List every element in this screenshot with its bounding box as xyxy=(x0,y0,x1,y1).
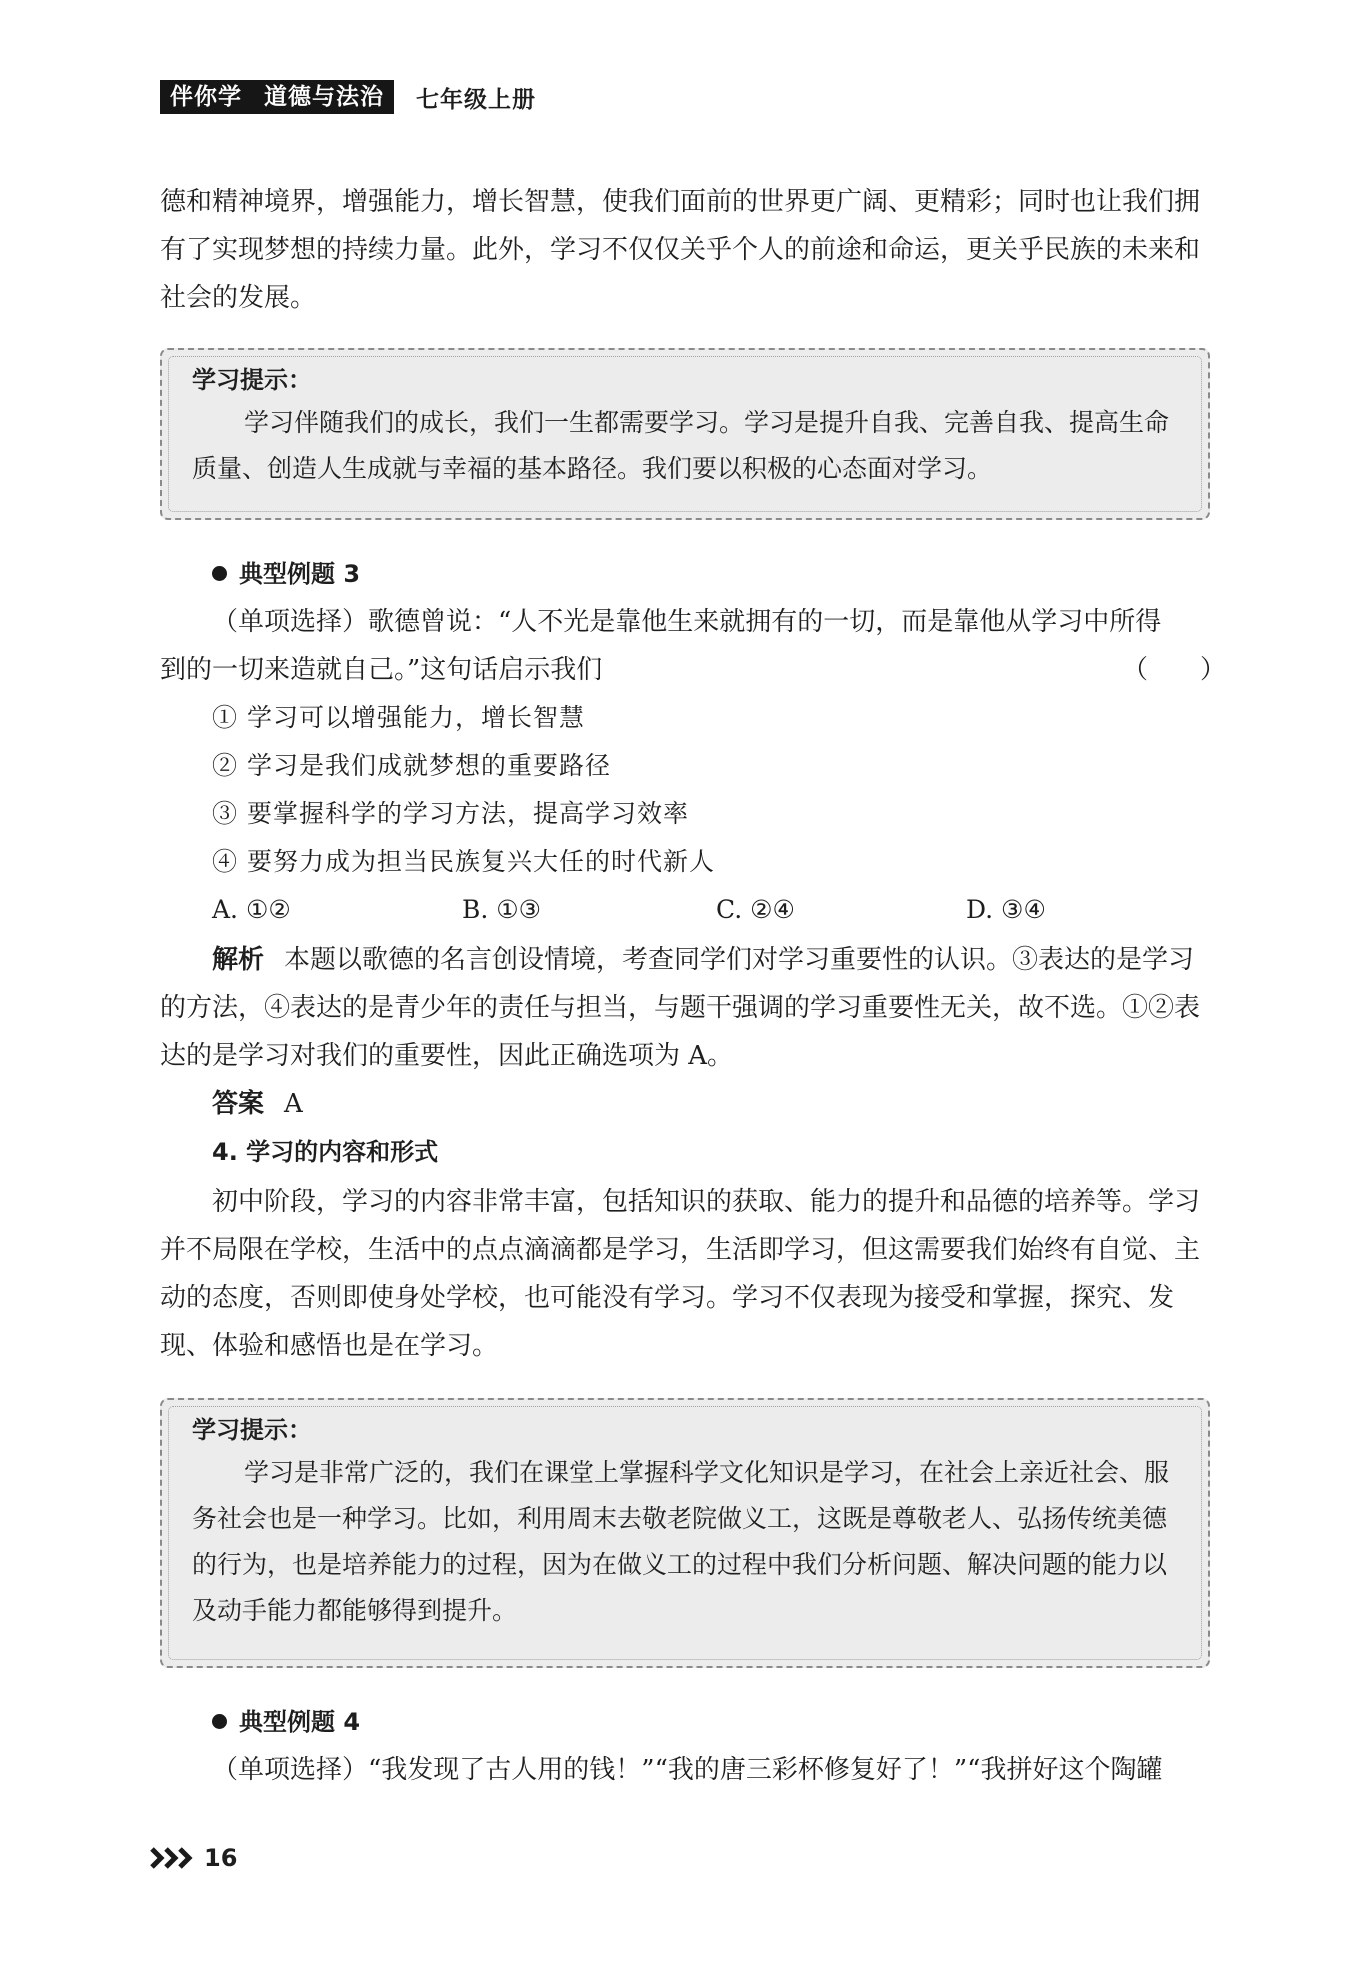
series-name: 伴你学 xyxy=(170,84,242,110)
option-item: ③ 要掌握科学的学习方法，提高学习效率 xyxy=(212,799,689,828)
tip-title: 学习提示： xyxy=(192,366,312,394)
choice-c: C. ②④ xyxy=(716,895,795,924)
intro-paragraph: 德和精神境界，增强能力，增长智慧，使我们面前的世界更广阔、更精彩；同时也让我们拥有了实现梦想的持续力量。此外，学习不仅仅关乎个人的前途和命运，更关乎民族的未来和社会的发展。 xyxy=(160,187,1201,313)
answer-value: A xyxy=(284,1089,303,1119)
study-tip-box xyxy=(160,1398,1210,1668)
question-line: 到的一切来造就自己。”这句话启示我们 xyxy=(160,655,603,685)
choice-d: D. ③④ xyxy=(966,895,1046,924)
bullet-dot-icon xyxy=(212,566,227,581)
bullet-dot-icon xyxy=(212,1714,227,1729)
tip-text: 学习是非常广泛的，我们在课堂上掌握科学文化知识是学习，在社会上亲近社会、服务社会也是一种学习。比如，利用周末去敬老院做义工，这既是尊敬老人、弘扬传统美德的行为，也是培养能力的过程，因为在做义工的过程中我们分析问题、解决问题的能力以及动手能力都能够得到提升。 xyxy=(192,1458,1170,1625)
option-item: ① 学习可以增强能力，增长智慧 xyxy=(212,703,585,732)
page-number: 16 xyxy=(204,1844,238,1872)
question-line: （单项选择）“我发现了古人用的钱！”“我的唐三彩杯修复好了！”“我拼好这个陶罐 xyxy=(212,1755,1163,1785)
analysis-text: 本题以歌德的名言创设情境，考查同学们对学习重要性的认识。③表达的是学习的方法，④表达的是青少年的责任与担当，与题干强调的学习重要性无关，故不选。①②表达的是学习对我们的重要性，因此正确选项为 A。 xyxy=(160,945,1201,1071)
question-line: （单项选择）歌德曾说：“人不光是靠他生来就拥有的一切，而是靠他从学习中所得 xyxy=(212,607,1162,637)
option-item: ④ 要努力成为担当民族复兴大任的时代新人 xyxy=(212,847,715,876)
chevron-right-icon xyxy=(150,1846,194,1870)
tip-title: 学习提示： xyxy=(192,1416,312,1444)
answer-line xyxy=(212,1086,303,1122)
example-heading: 典型例题 3 xyxy=(212,556,360,592)
running-header xyxy=(160,80,536,114)
tip-text: 学习伴随我们的成长，我们一生都需要学习。学习是提升自我、完善自我、提高生命质量、创造人生成就与幸福的基本路径。我们要以积极的心态面对学习。 xyxy=(192,408,1170,483)
study-tip-box xyxy=(160,348,1210,520)
answer-blank: （ ） xyxy=(1122,655,1227,685)
section-heading: 4. 学习的内容和形式 xyxy=(212,1138,439,1166)
subject-name: 道德与法治 xyxy=(264,84,384,110)
choice-b: B. ①③ xyxy=(462,895,542,924)
analysis-paragraph xyxy=(160,936,1210,1080)
choice-a: A. ①② xyxy=(212,895,291,924)
section-paragraph: 初中阶段，学习的内容非常丰富，包括知识的获取、能力的提升和品德的培养等。学习并不局限在学校，生活中的点点滴滴都是学习，生活即学习，但这需要我们始终有自觉、主动的态度，否则即使身处学校，也可能没有学习。学习不仅表现为接受和掌握，探究、发现、体验和感悟也是在学习。 xyxy=(160,1187,1201,1361)
analysis-label: 解析 xyxy=(212,945,265,975)
answer-label: 答案 xyxy=(212,1089,265,1119)
example-heading: 典型例题 4 xyxy=(212,1704,360,1740)
page-footer xyxy=(150,1840,237,1876)
option-item: ② 学习是我们成就梦想的重要路径 xyxy=(212,751,611,780)
book-series-tag xyxy=(160,80,394,114)
grade-label: 七年级上册 xyxy=(416,85,536,113)
